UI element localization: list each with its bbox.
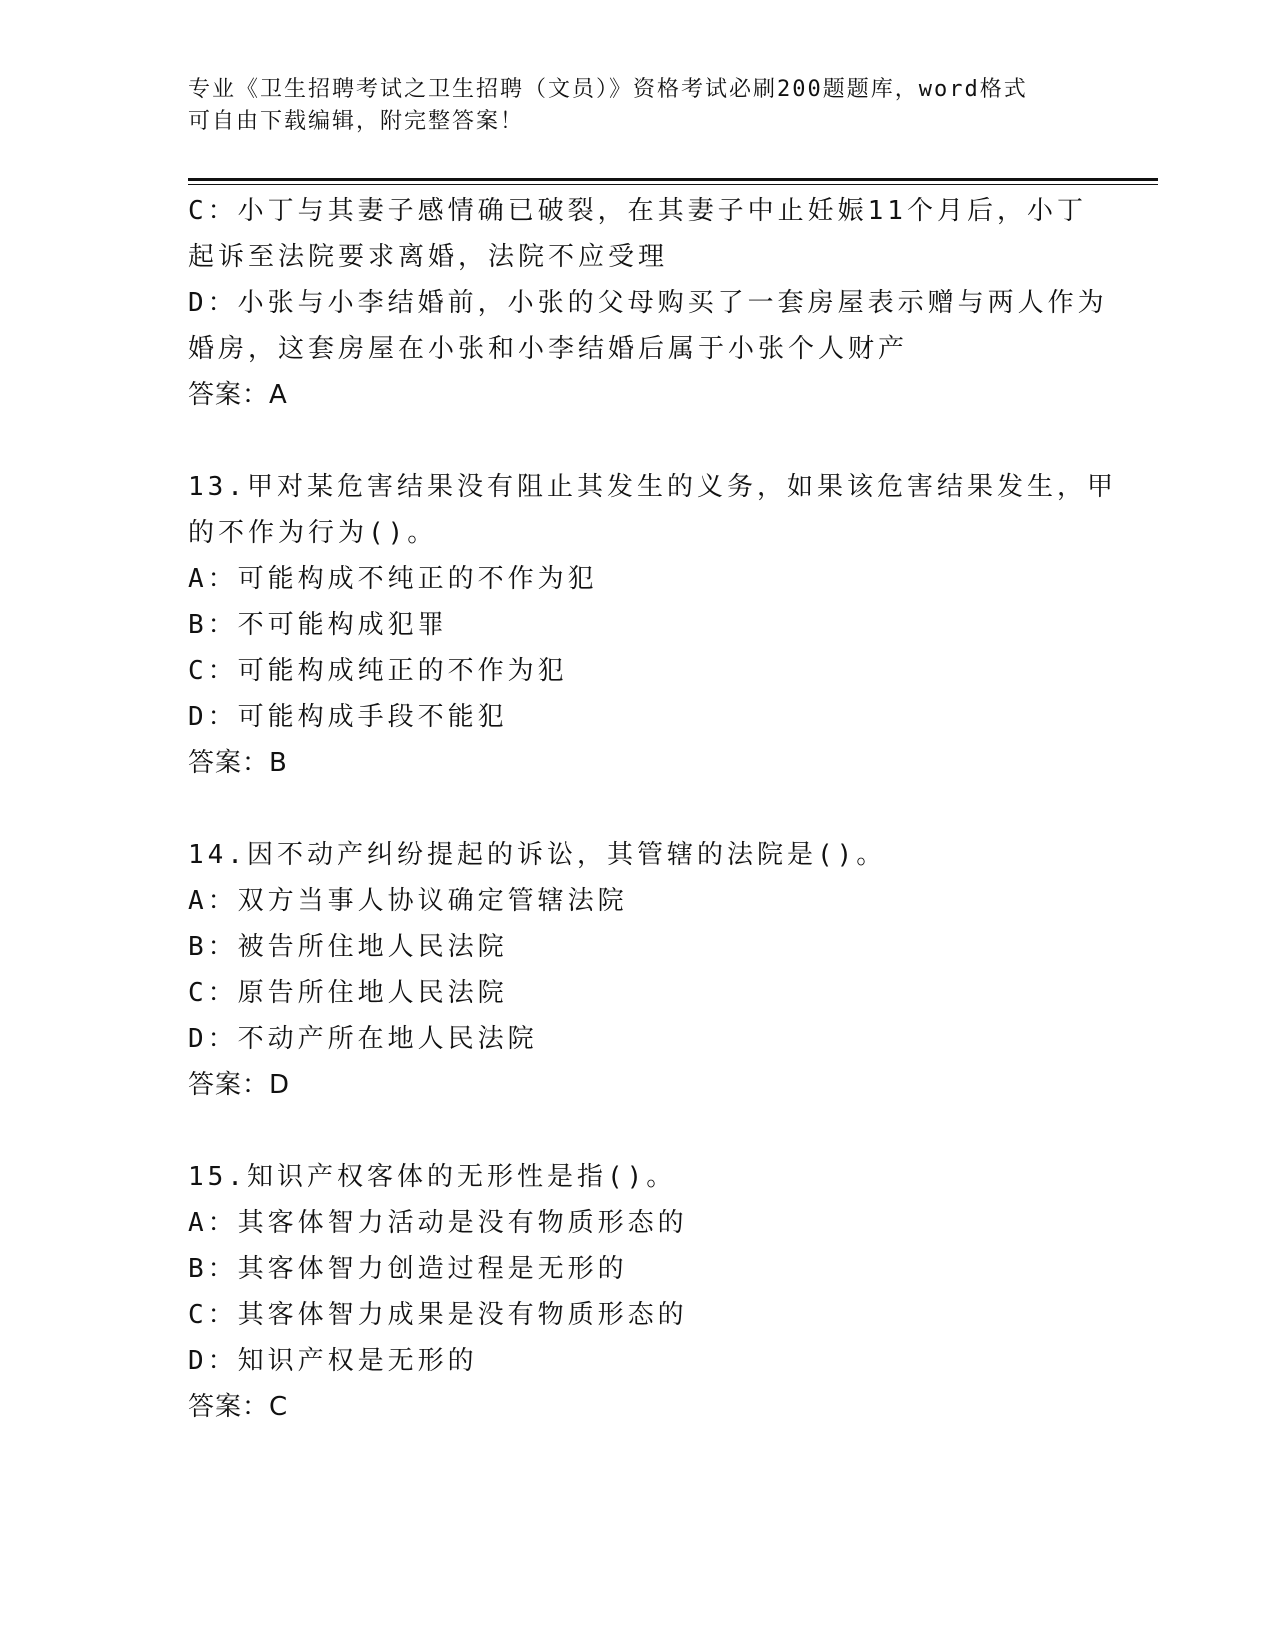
- option-a: A：双方当事人协议确定管辖法院: [188, 886, 628, 916]
- question-stem-line-1: 13.甲对某危害结果没有阻止其发生的义务，如果该危害结果发生，甲: [188, 472, 1117, 502]
- question-stem: 15.知识产权客体的无形性是指()。: [188, 1162, 677, 1192]
- spacer: [188, 786, 1088, 832]
- option-b: B：不可能构成犯罪: [188, 610, 448, 640]
- option-d: D：知识产权是无形的: [188, 1346, 478, 1376]
- document-header: [188, 74, 1068, 138]
- answer-label: 答案：A: [188, 380, 288, 410]
- option-c-line-2: 起诉至法院要求离婚，法院不应受理: [188, 242, 669, 272]
- question-list: [188, 188, 1117, 1430]
- option-d: D：不动产所在地人民法院: [188, 1024, 538, 1054]
- question-block-12: [188, 188, 1108, 418]
- option-a: A：其客体智力活动是没有物质形态的: [188, 1208, 688, 1238]
- option-d-line-1: D：小张与小李结婚前，小张的父母购买了一套房屋表示赠与两人作为: [188, 288, 1108, 318]
- option-c: C：原告所住地人民法院: [188, 978, 508, 1008]
- header-divider-thin: [188, 184, 1158, 185]
- spacer: [188, 1108, 1088, 1154]
- option-b: B：被告所住地人民法院: [188, 932, 508, 962]
- spacer: [188, 418, 1088, 464]
- question-block-13: [188, 464, 1117, 786]
- header-title-line-2: 可自由下载编辑，附完整答案！: [188, 109, 525, 134]
- answer-label: 答案：B: [188, 748, 288, 778]
- option-a: A：可能构成不纯正的不作为犯: [188, 564, 598, 594]
- header-title-line-1: 专业《卫生招聘考试之卫生招聘（文员）》资格考试必刷200题题库，word格式: [188, 77, 1028, 102]
- answer-label: 答案：C: [188, 1392, 289, 1422]
- option-c: C：其客体智力成果是没有物质形态的: [188, 1300, 688, 1330]
- header-divider-thick: [188, 178, 1158, 181]
- question-block-15: [188, 1154, 1088, 1430]
- option-c: C：可能构成纯正的不作为犯: [188, 656, 568, 686]
- option-d: D：可能构成手段不能犯: [188, 702, 508, 732]
- option-d-line-2: 婚房，这套房屋在小张和小李结婚后属于小张个人财产: [188, 334, 909, 364]
- question-stem-line-2: 的不作为行为()。: [188, 518, 438, 548]
- question-stem: 14.因不动产纠纷提起的诉讼，其管辖的法院是()。: [188, 840, 887, 870]
- answer-label: 答案：D: [188, 1070, 291, 1100]
- option-b: B：其客体智力创造过程是无形的: [188, 1254, 628, 1284]
- option-c-line-1: C：小丁与其妻子感情确已破裂，在其妻子中止妊娠11个月后，小丁: [188, 196, 1087, 226]
- question-block-14: [188, 832, 1088, 1108]
